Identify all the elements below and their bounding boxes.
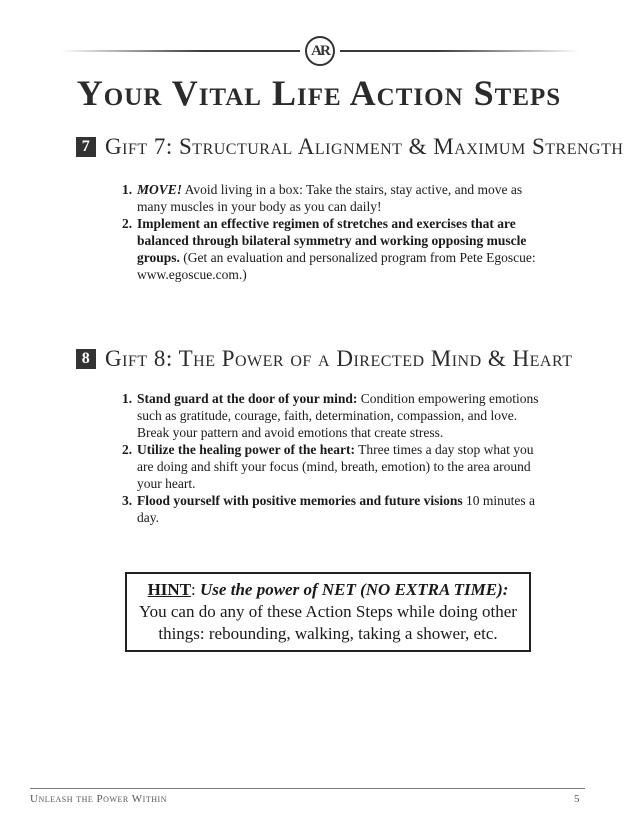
step-body <box>137 181 552 215</box>
step-number: 2. <box>122 216 133 231</box>
gift8-heading-text: Gift 8: The Power of a Directed Mind & Heart <box>105 346 573 371</box>
step-lead: Flood yourself with positive memories and future visions <box>137 493 463 508</box>
step-number: 3. <box>122 493 133 508</box>
step-text: Condition empowering emotions such as gratitude, courage, faith, determination, compassion, and love. Break your pattern and avoid emotions that create stress. <box>137 391 539 440</box>
step-text: 10 minutes a day. <box>137 493 536 525</box>
hint-line-1 <box>127 579 529 601</box>
step-body <box>137 441 552 492</box>
hint-colon: : <box>502 580 509 599</box>
step-body <box>137 390 552 441</box>
step-lead: MOVE! <box>137 182 183 197</box>
step-number: 2. <box>122 442 133 457</box>
step-lead: Stand guard at the door of your mind: <box>137 391 358 406</box>
gift7-heading-text: Gift 7: Structural Alignment & Maximum Strength <box>105 134 624 159</box>
gift7-steps <box>122 181 552 283</box>
gift8-number-badge: 8 <box>76 349 96 369</box>
step-lead: Implement an effective regimen of stretches and exercises that are balanced through bilateral symmetry and working opposing muscle groups. <box>137 216 527 265</box>
hint-sep: : <box>191 580 201 599</box>
step-number: 1. <box>122 391 133 406</box>
footer-rule <box>30 788 585 789</box>
step-text: Three times a day stop what you are doing and shift your focus (mind, breath, emotion) to the area around your heart. <box>137 442 534 491</box>
hint-line-2: You can do any of these Action Steps while doing other <box>139 602 517 621</box>
footer-title: Unleash the Power Within <box>30 793 167 805</box>
header-rule-left <box>60 50 300 52</box>
step-number: 1. <box>122 182 133 197</box>
step-body <box>137 492 552 526</box>
step-text: (Get an evaluation and personalized program from Pete Egoscue: www.egoscue.com.) <box>137 250 536 282</box>
hint-box <box>125 572 531 652</box>
list-item <box>122 390 552 441</box>
header-rule-right <box>340 50 580 52</box>
list-item <box>122 215 552 283</box>
step-body <box>137 215 552 283</box>
list-item <box>122 492 552 526</box>
gift8-heading <box>76 346 572 372</box>
hint-label: HINT <box>147 580 192 599</box>
hint-emphasis: Use the power of NET (NO EXTRA TIME) <box>200 580 503 599</box>
page-title: Your Vital Life Action Steps <box>76 73 562 113</box>
step-text: Avoid living in a box: Take the stairs, stay active, and move as many muscles in your body as you can daily! <box>137 182 523 214</box>
logo-text: AR <box>311 42 329 59</box>
gift7-heading <box>76 134 623 160</box>
logo-icon <box>305 36 335 66</box>
step-lead: Utilize the healing power of the heart: <box>137 442 355 457</box>
list-item <box>122 441 552 492</box>
page-number: 5 <box>574 793 580 805</box>
list-item <box>122 181 552 215</box>
gift7-number-badge: 7 <box>76 137 96 157</box>
gift8-steps <box>122 390 552 526</box>
hint-line-3: things: rebounding, walking, taking a shower, etc. <box>158 624 498 643</box>
